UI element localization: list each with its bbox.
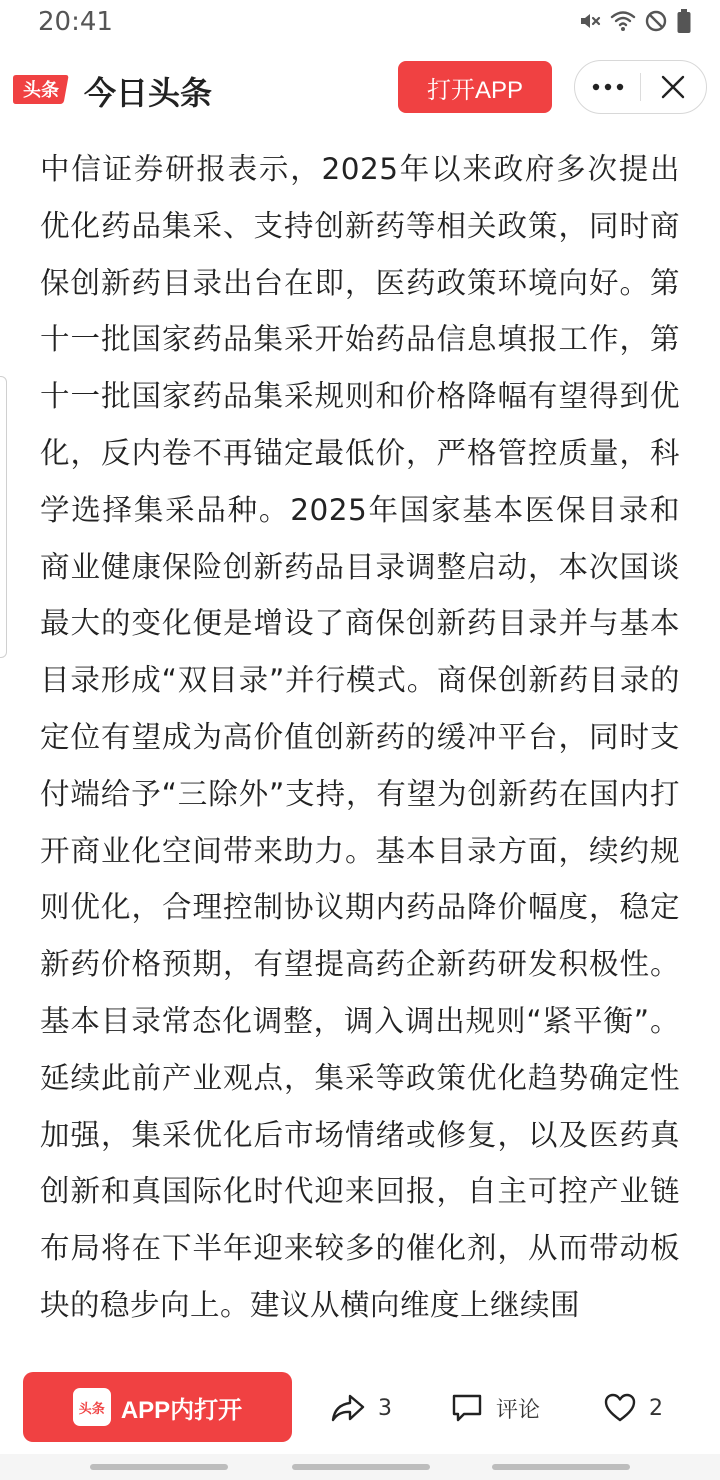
gesture-pill-home[interactable] xyxy=(292,1464,430,1470)
status-icons xyxy=(578,6,692,36)
header xyxy=(0,48,720,134)
comment-label: 评论 xyxy=(496,1397,541,1423)
wifi-icon xyxy=(610,9,636,33)
more-dots-icon xyxy=(592,83,624,91)
share-action[interactable] xyxy=(330,1388,392,1428)
heart-icon xyxy=(603,1393,637,1423)
comment-action[interactable] xyxy=(450,1388,540,1428)
mute-icon xyxy=(578,9,602,33)
article-body: 中信证券研报表示，2025年以来政府多次提出优化药品集采、支持创新药等相关政策，同时商保创新药目录出台在即，医药政策环境向好。第十一批国家药品集采开始药品信息填报工作，第十一批国家药品集采规则和价格降幅有望得到优化，反内卷不再锚定最低价，严格管控质量，科学选择集采品种。2025年国家基本医保目录和商业健康保险创新药品目录调整启动，本次国谈最大的变化便是增设了商保创新药目录并与基本目录形成“双目录”并行模式。商保创新药目录的定位有望成为高价值创新药的缓冲平台，同时支付端给予“三除外”支持，有望为创新药在国内打开商业化空间带来助力。基本目录方面，续约规则优化，合理控制协议期内药品降价幅度，稳定新药价格预期，有望提高药企新药研发积极性。基本目录常态化调整，调入调出规则“紧平衡”。延续此前产业观点，集采等政策优化趋势确定性加强，集采优化后市场情绪或修复，以及医药真创新和真国际化时代迎来回报，自主可控产业链布局将在下半年迎来较多的催化剂，从而带动板块的稳步向上。建议从横向维度上继续围 xyxy=(40,152,680,1322)
dnd-icon xyxy=(644,9,668,33)
toutiao-logo[interactable] xyxy=(12,73,70,105)
open-in-app-button[interactable] xyxy=(23,1372,292,1442)
battery-icon xyxy=(676,8,692,34)
mini-program-capsule xyxy=(574,60,707,114)
toutiao-small-logo xyxy=(73,1388,111,1426)
close-button[interactable] xyxy=(641,61,706,113)
open-in-app-label: APP内打开 xyxy=(120,1396,243,1424)
gesture-pill-recent[interactable] xyxy=(492,1464,630,1470)
share-count: 3 xyxy=(378,1395,392,1421)
side-drawer-handle[interactable] xyxy=(0,376,7,658)
app-name: 今日头条 xyxy=(84,74,213,112)
open-app-button[interactable]: 打开APP xyxy=(398,61,552,113)
comment-icon xyxy=(450,1392,484,1424)
share-icon xyxy=(330,1392,366,1424)
bottom-bar xyxy=(0,1364,720,1454)
like-action[interactable] xyxy=(603,1388,663,1428)
gesture-pill-back[interactable] xyxy=(90,1464,228,1470)
close-icon xyxy=(661,75,685,99)
small-logo-text: 头条 xyxy=(78,1400,105,1416)
status-time: 20:41 xyxy=(38,7,113,37)
gesture-bar xyxy=(0,1454,720,1480)
more-button[interactable] xyxy=(575,61,640,113)
status-bar xyxy=(0,0,720,44)
logo-text: 头条 xyxy=(23,80,59,101)
like-count: 2 xyxy=(649,1395,663,1421)
